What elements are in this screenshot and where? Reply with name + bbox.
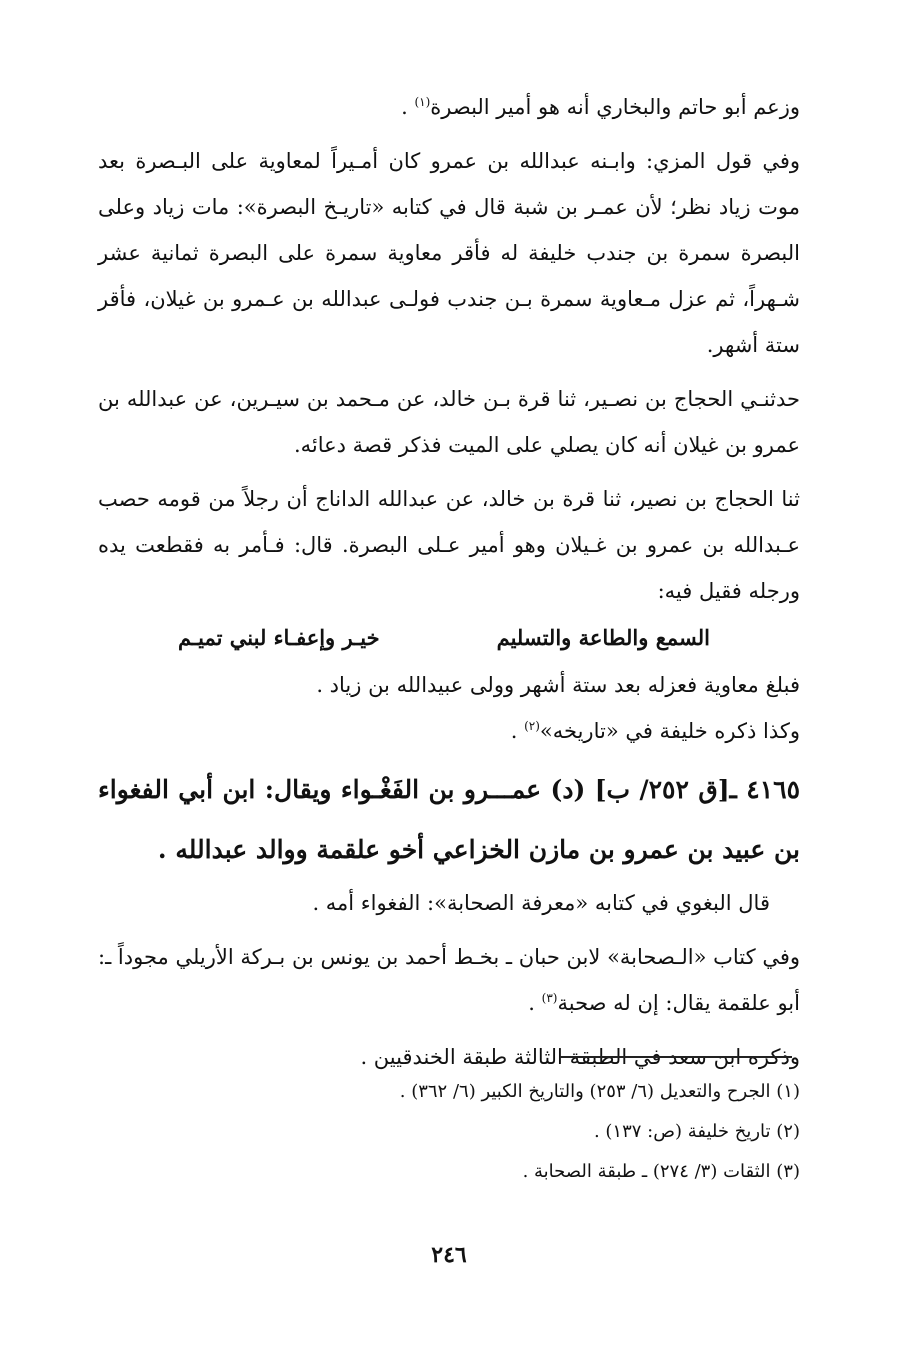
paragraph-2: وفي قول المزي: وابـنه عبدالله بن عمرو كان أمـيراً لمعاوية على البـصرة بعد موت زياد نظر؛ لأن عمـر بن شبة قال في كتابه «تاريـخ البصرة»: مات زياد وعلى البصرة سمرة بن جندب خليفة له فأقر معاوية سمرة على البصرة ثمانية عشر شـهراً، ثم عزل مـعاوية سمرة بـن جندب فولـى عبدالله بن عـمرو بن غيلان، فأقر ستة أشهر.: [98, 149, 800, 357]
paragraph-8-end: .: [528, 991, 542, 1015]
paragraph-8-text: وفي كتاب «الـصحابة» لابن حبان ـ بخـط أحمد بن يونس بن بـركة الأريلي مجوداً ـ: أبو علقمة يقال: إن له صحبة: [98, 945, 800, 1015]
footnote-3: (٣) الثقات (٣/ ٢٧٤) ـ طبقة الصحابة .: [522, 1161, 800, 1182]
footnote-2: (٢) تاريخ خليفة (ص: ١٣٧) .: [593, 1121, 800, 1142]
paragraph-4: ثنا الحجاج بن نصير، ثنا قرة بن خالد، عن عبدالله الداناج أن رجلاً من قومه حصب عـبدالله بن عمرو بن غـيلان وهو أمير عـلى البصرة. قال: فـأمر به فقطعت يده ورجله فقيل فيه:: [98, 487, 800, 603]
paragraph-6-end: .: [510, 719, 525, 743]
document-page: [98, 78, 800, 1308]
paragraph-1-text: وزعم أبو حاتم والبخاري أنه هو أمير البصرة: [430, 95, 800, 119]
verse-second-hemistich: خيـر وإعفـاء لبني تميـم: [178, 625, 380, 650]
footnote-ref-3[interactable]: (٣): [541, 991, 558, 1005]
paragraph-1: [98, 84, 800, 130]
verse-first-hemistich: السمع والطاعة والتسليم: [496, 625, 710, 650]
paragraph-9: وذكره ابن سعد في الطبقة الثالثة طبقة الخندقيين .: [360, 1045, 800, 1069]
paragraph-8: [98, 934, 800, 1026]
footnote-1: (١) الجرح والتعديل (٦/ ٢٥٣) والتاريخ الكبير (٦/ ٣٦٢) .: [399, 1081, 800, 1102]
paragraph-6-text: وكذا ذكره خليفة في «تاريخه»: [539, 719, 800, 743]
footnote-divider: [560, 1056, 792, 1058]
footnote-ref-1[interactable]: (١): [414, 95, 431, 109]
page-number: ٢٤٦: [431, 1242, 467, 1268]
footnotes: [98, 1072, 800, 1192]
footnote-ref-2[interactable]: (٢): [524, 719, 540, 733]
paragraph-3: حدثنـي الحجاج بن نصـير، ثنا قرة بـن خالد، عن مـحمد بن سيـرين، عن عبدالله بن عمرو بن غيلان أنه كان يصلي على الميت فذكر قصة دعائه.: [98, 387, 800, 457]
paragraph-7: قال البغوي في كتابه «معرفة الصحابة»: الفغواء أمه .: [312, 891, 770, 915]
paragraph-5: فبلغ معاوية فعزله بعد ستة أشهر وولى عبيدالله بن زياد .: [316, 673, 800, 697]
biography-entry-heading: ٤١٦٥ ـ[ق ٢٥٢/ ب] (د) عمـــرو بن الفَغْـواء ويقال: ابن أبي الفغواء بن عبيد بن عمرو بن مازن الخزاعي أخو علقمة ووالد عبدالله .: [98, 775, 800, 864]
poetry-verse: [98, 614, 800, 662]
paragraph-1-end: .: [401, 95, 415, 119]
paragraph-6: [98, 708, 800, 754]
